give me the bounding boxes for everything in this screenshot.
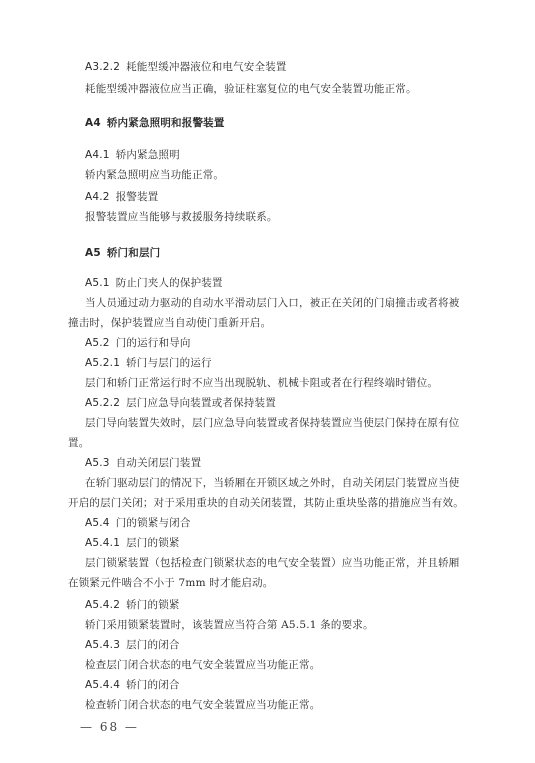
paragraph-a4-1: 轿内紧急照明应当功能正常。 (85, 169, 225, 181)
paragraph-a5-4-1-line2: 在锁紧元件啮合不小于 7mm 时才能启动。 (68, 577, 274, 589)
heading-a5-4-1: A5.4.1 层门的锁紧 (85, 537, 180, 549)
paragraph-a5-4-2: 轿门采用锁紧装置时，该装置应当符合第 A5.5.1 条的要求。 (85, 619, 374, 631)
heading-a5-2: A5.2 门的运行和导向 (85, 337, 191, 349)
heading-a3-2-2: A3.2.2 耗能型缓冲器液位和电气安全装置 (85, 61, 287, 73)
paragraph-a3-2-2: 耗能型缓冲器液位应当正确，验证柱塞复位的电气安全装置功能正常。 (85, 83, 417, 95)
paragraph-a5-3-line2: 开启的层门关闭；对于采用重块的自动关闭装置，其防止重块坠落的措施应当有效。 (68, 497, 464, 509)
heading-a5-3: A5.3 自动关闭层门装置 (85, 457, 202, 469)
heading-a5-2-1: A5.2.1 轿门与层门的运行 (85, 357, 212, 369)
heading-a5-1: A5.1 防止门夹人的保护装置 (85, 277, 223, 289)
paragraph-a4-2: 报警装置应当能够与救援服务持续联系。 (85, 211, 278, 223)
paragraph-a5-2-2-line1: 层门导向装置失效时，层门应急导向装置或者保持装置应当使层门保持在原有位 (85, 417, 460, 429)
page-number: — 68 — (80, 720, 139, 734)
heading-a5-4-4: A5.4.4 轿门的闭合 (85, 679, 180, 691)
heading-a5-4: A5.4 门的锁紧与闭合 (85, 517, 191, 529)
heading-a4: A4 轿内紧急照明和报警装置 (85, 117, 225, 129)
paragraph-a5-4-4: 检查轿门闭合状态的电气安全装置应当功能正常。 (85, 699, 321, 711)
paragraph-a5-2-1: 层门和轿门正常运行时不应当出现脱轨、机械卡阻或者在行程终端时错位。 (85, 377, 439, 389)
heading-a4-1: A4.1 轿内紧急照明 (85, 149, 180, 161)
paragraph-a5-2-2-line2: 置。 (68, 437, 90, 449)
heading-a5: A5 轿门和层门 (85, 247, 161, 259)
heading-a5-4-2: A5.4.2 轿门的锁紧 (85, 599, 180, 611)
paragraph-a5-3-line1: 在轿门驱动层门的情况下，当轿厢在开锁区域之外时，自动关闭层门装置应当使 (85, 477, 460, 489)
paragraph-a5-4-1-line1: 层门锁紧装置（包括检查门锁紧状态的电气安全装置）应当功能正常，并且轿厢 (85, 557, 460, 569)
heading-a4-2: A4.2 报警装置 (85, 191, 159, 203)
heading-a5-4-3: A5.4.3 层门的闭合 (85, 639, 180, 651)
paragraph-a5-1-line2: 撞击时，保护装置应当自动使门重新开启。 (68, 317, 272, 329)
paragraph-a5-4-3: 检查层门闭合状态的电气安全装置应当功能正常。 (85, 659, 321, 671)
heading-a5-2-2: A5.2.2 层门应急导向装置或者保持装置 (85, 397, 276, 409)
paragraph-a5-1-line1: 当人员通过动力驱动的自动水平滑动层门入口，被正在关闭的门扇撞击或者将被 (85, 297, 460, 309)
